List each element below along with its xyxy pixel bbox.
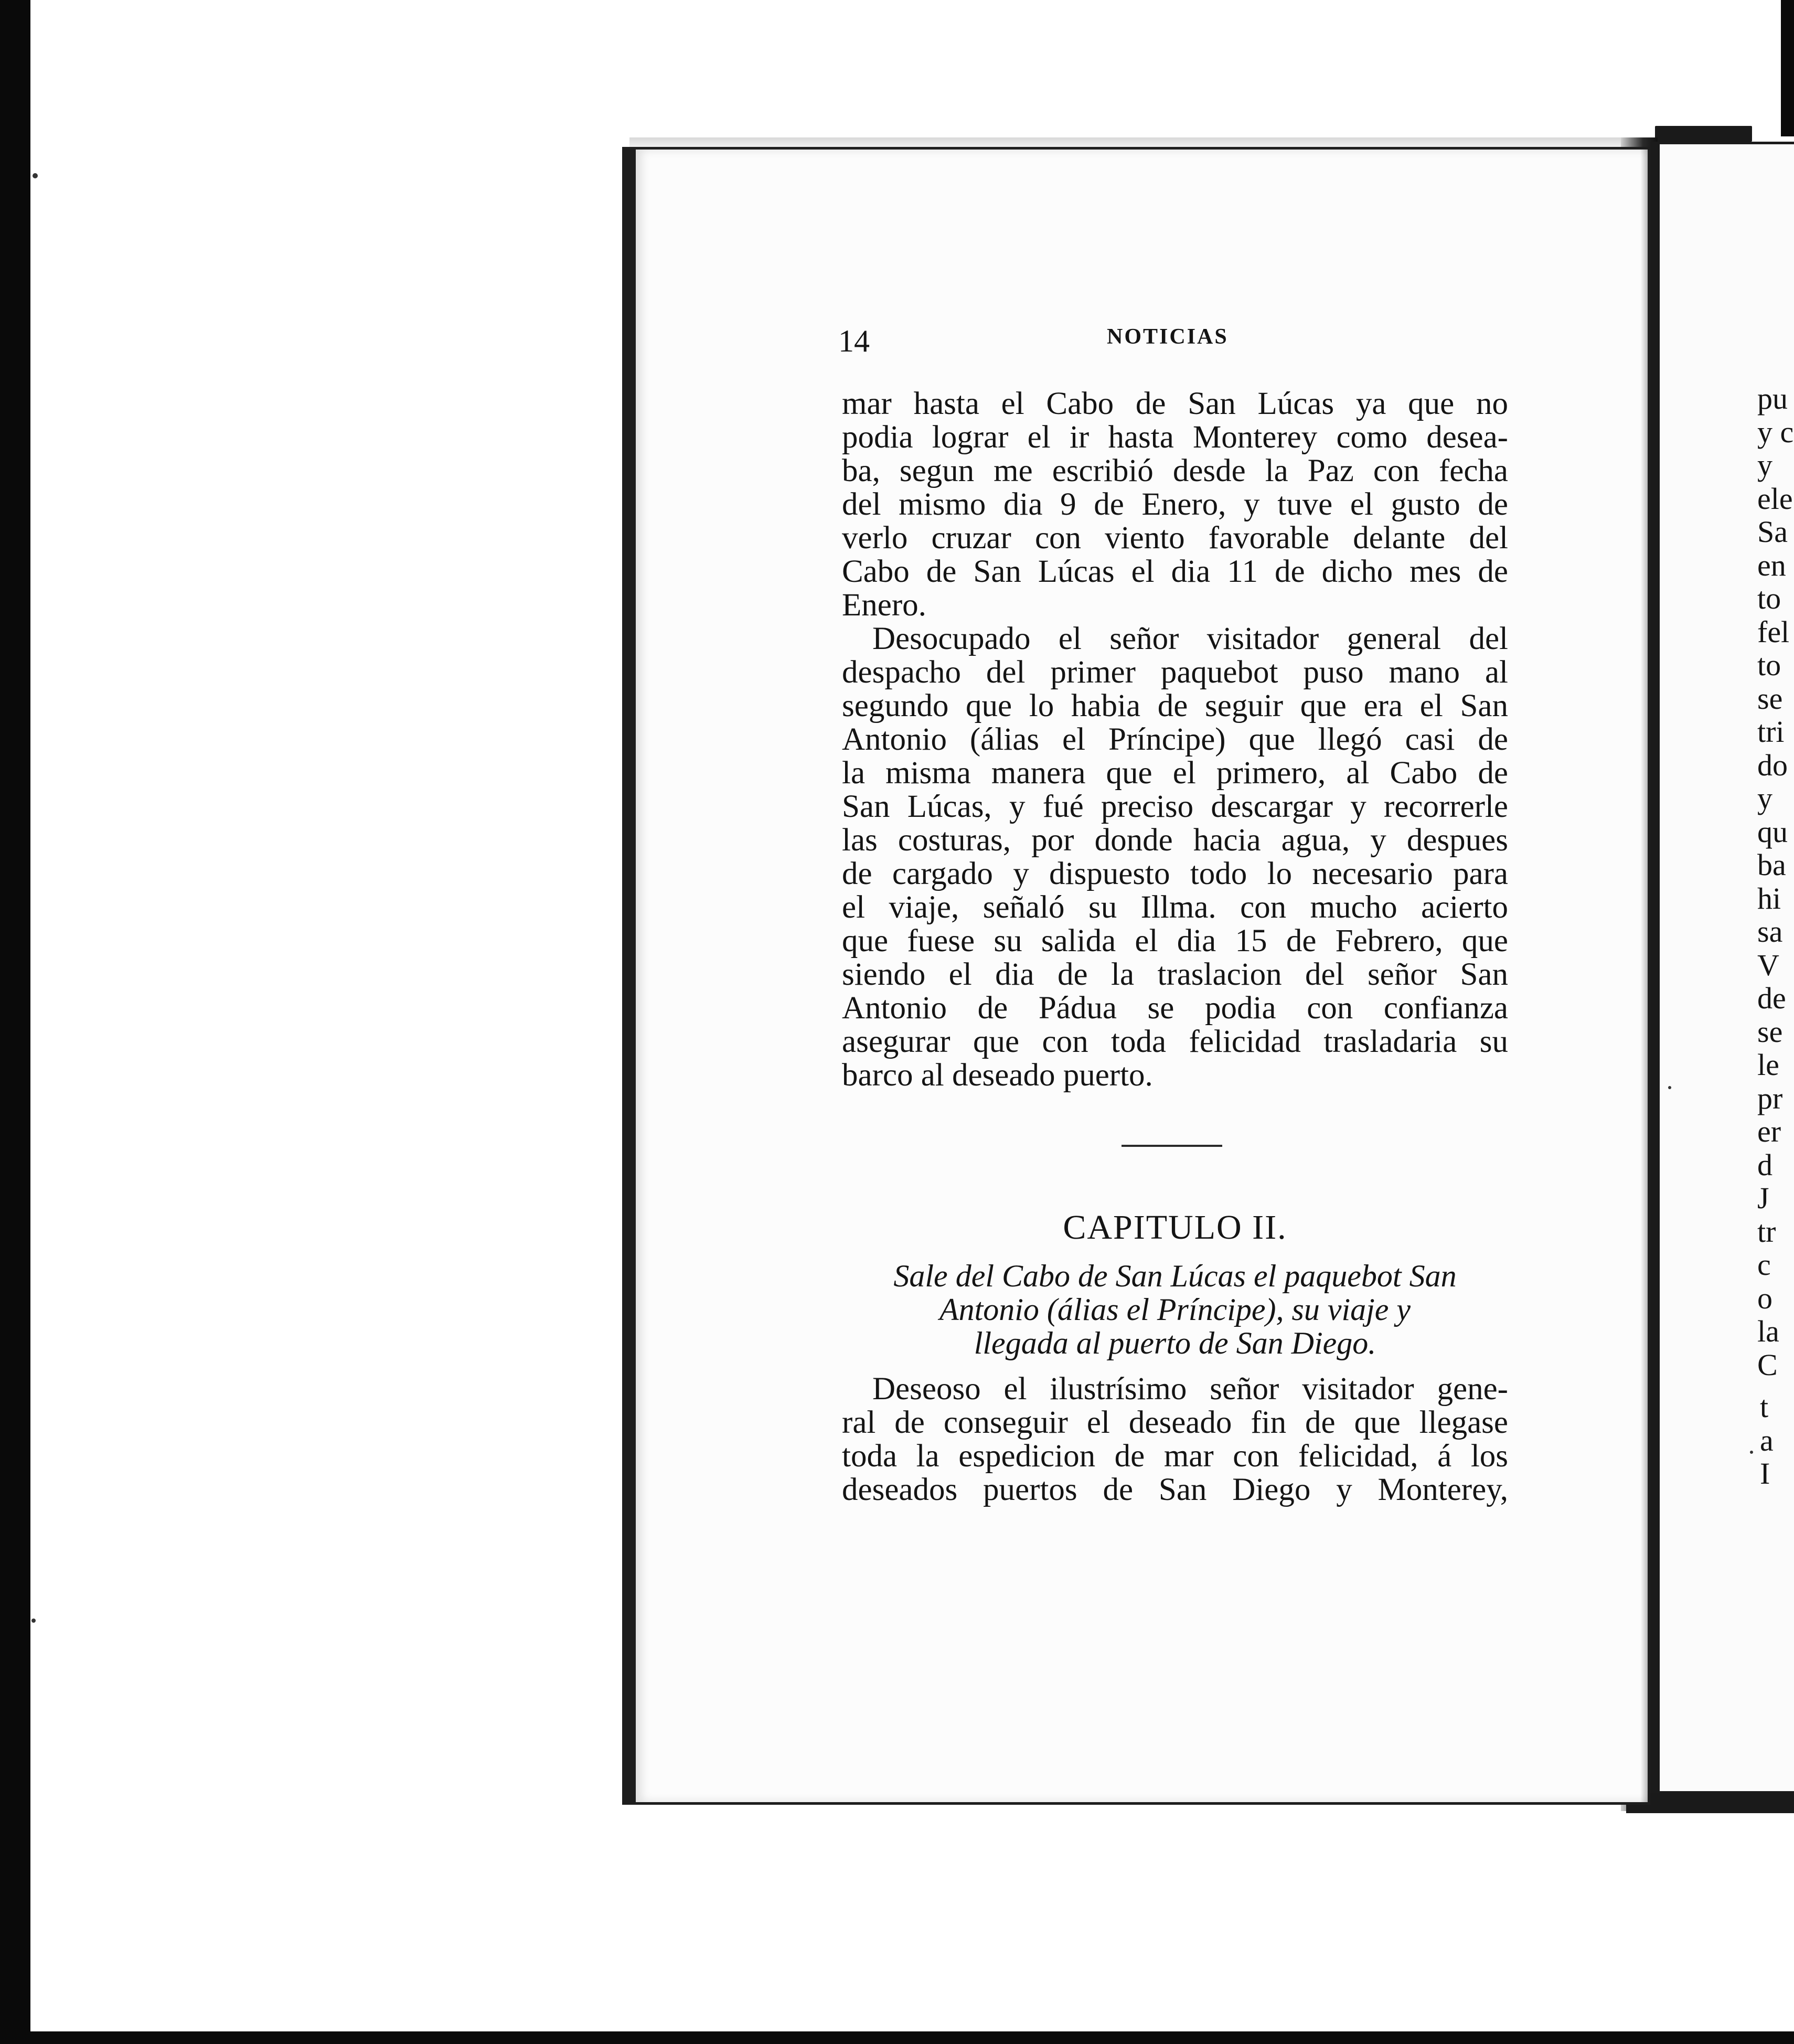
fragment: sa bbox=[1757, 914, 1783, 949]
text-line: las costuras, por donde hacia agua, y despues bbox=[842, 823, 1508, 858]
fragment: se bbox=[1757, 1014, 1783, 1049]
text-line: del mismo dia 9 de Enero, y tuve el gusto de bbox=[842, 487, 1508, 522]
text-line: Deseoso el ilustrísimo señor visitador gene- bbox=[872, 1371, 1508, 1407]
text-line: segundo que lo habia de seguir que era el San bbox=[842, 688, 1508, 723]
chapter-body-text bbox=[842, 1372, 1508, 1507]
fragment: pr bbox=[1757, 1081, 1783, 1115]
fragment: de bbox=[1757, 981, 1786, 1015]
fragment: en bbox=[1757, 548, 1786, 582]
text-line: toda la espedicion de mar con felicidad, á los bbox=[842, 1439, 1508, 1474]
scan-frame-right bbox=[1781, 0, 1794, 136]
text-line: siendo el dia de la traslacion del señor San bbox=[842, 957, 1508, 992]
fragment: la bbox=[1757, 1314, 1779, 1348]
fragment: ba bbox=[1757, 848, 1786, 882]
paragraph-2 bbox=[842, 622, 1508, 1092]
text-line: barco al deseado puerto. bbox=[842, 1058, 1153, 1093]
fragment: C bbox=[1757, 1347, 1778, 1382]
scan-speck bbox=[31, 1619, 36, 1623]
scan-speck bbox=[1750, 1451, 1753, 1454]
fragment: y bbox=[1757, 781, 1772, 815]
fragment: I bbox=[1760, 1456, 1770, 1491]
text-line: el viaje, señaló su Illma. con mucho acierto bbox=[842, 890, 1508, 925]
text-line: Cabo de San Lúcas el dia 11 de dicho mes de bbox=[842, 554, 1508, 589]
text-line: que fuese su salida el dia 15 de Febrero, que bbox=[842, 923, 1508, 959]
fragment: tr bbox=[1757, 1214, 1776, 1249]
fragment: V bbox=[1757, 948, 1779, 982]
text-line: Enero. bbox=[842, 588, 926, 623]
text-line: asegurar que con toda felicidad trasladaria su bbox=[842, 1024, 1508, 1059]
fragment: hi bbox=[1757, 881, 1781, 915]
fragment: Sa bbox=[1757, 515, 1788, 549]
summary-line: llegada al puerto de San Diego. bbox=[974, 1326, 1376, 1360]
text-line: ba, segun me escribió desde la Paz con fecha bbox=[842, 453, 1508, 488]
paragraph-3 bbox=[842, 1372, 1508, 1507]
text-line: Antonio (álias el Príncipe) que llegó casi de bbox=[842, 722, 1508, 757]
text-line: podia lograr el ir hasta Monterey como desea- bbox=[842, 420, 1508, 455]
fragment: c bbox=[1757, 1248, 1771, 1282]
page-number: 14 bbox=[838, 324, 870, 358]
text-line: mar hasta el Cabo de San Lúcas ya que no bbox=[842, 386, 1508, 421]
text-line: ral de conseguir el deseado fin de que llegase bbox=[842, 1405, 1508, 1440]
fragment: y bbox=[1757, 448, 1772, 482]
fragment: do bbox=[1757, 748, 1788, 782]
summary-line: Sale del Cabo de San Lúcas el paquebot San bbox=[893, 1259, 1457, 1293]
fragment: tri bbox=[1757, 715, 1785, 749]
chapter-summary bbox=[839, 1259, 1511, 1360]
book-cover-bottom bbox=[1626, 1793, 1794, 1813]
chapter-title: CAPITULO II. bbox=[1063, 1208, 1287, 1247]
text-line: la misma manera que el primero, al Cabo de bbox=[842, 755, 1508, 791]
paragraph-1 bbox=[842, 387, 1508, 622]
text-line: Desocupado el señor visitador general del bbox=[872, 621, 1508, 656]
text-line: San Lúcas, y fué preciso descargar y recorrerle bbox=[842, 789, 1508, 824]
body-text bbox=[842, 387, 1508, 1092]
scan-frame-bottom bbox=[0, 2031, 1794, 2044]
fragment: J bbox=[1757, 1181, 1769, 1215]
fragment: se bbox=[1757, 681, 1783, 716]
fragment: pu bbox=[1757, 382, 1788, 416]
fragment: t bbox=[1760, 1390, 1769, 1424]
fragment: d bbox=[1757, 1147, 1772, 1182]
text-line: despacho del primer paquebot puso mano al bbox=[842, 655, 1508, 690]
scan-speck bbox=[1668, 1086, 1671, 1089]
fragment: o bbox=[1757, 1281, 1772, 1315]
scan-speck bbox=[33, 173, 38, 178]
book-top-edge bbox=[629, 137, 1747, 147]
fragment: to bbox=[1757, 581, 1781, 615]
section-divider bbox=[1122, 1145, 1222, 1147]
fragment: y c bbox=[1757, 414, 1794, 449]
fragment: le bbox=[1757, 1048, 1779, 1082]
scan-frame-left bbox=[0, 0, 30, 2044]
fragment: a bbox=[1760, 1423, 1774, 1457]
text-line: de cargado y dispuesto todo lo necesario para bbox=[842, 856, 1508, 891]
right-page-text-fragments bbox=[1757, 382, 1794, 1547]
fragment: er bbox=[1757, 1114, 1781, 1148]
right-page-text-fragments-lower bbox=[1760, 1390, 1794, 1495]
fragment: ele bbox=[1757, 481, 1793, 516]
summary-line: Antonio (álias el Príncipe), su viaje y bbox=[939, 1292, 1411, 1327]
text-line: Antonio de Pádua se podia con confianza bbox=[842, 991, 1508, 1026]
fragment: fel bbox=[1757, 614, 1790, 649]
running-head: NOTICIAS bbox=[1107, 325, 1229, 349]
text-line: verlo cruzar con viento favorable delante del bbox=[842, 520, 1508, 556]
fragment: qu bbox=[1757, 814, 1788, 849]
fragment: to bbox=[1757, 648, 1781, 682]
text-line: deseados puertos de San Diego y Monterey, bbox=[842, 1472, 1508, 1507]
book-cover-edge bbox=[1655, 126, 1752, 142]
